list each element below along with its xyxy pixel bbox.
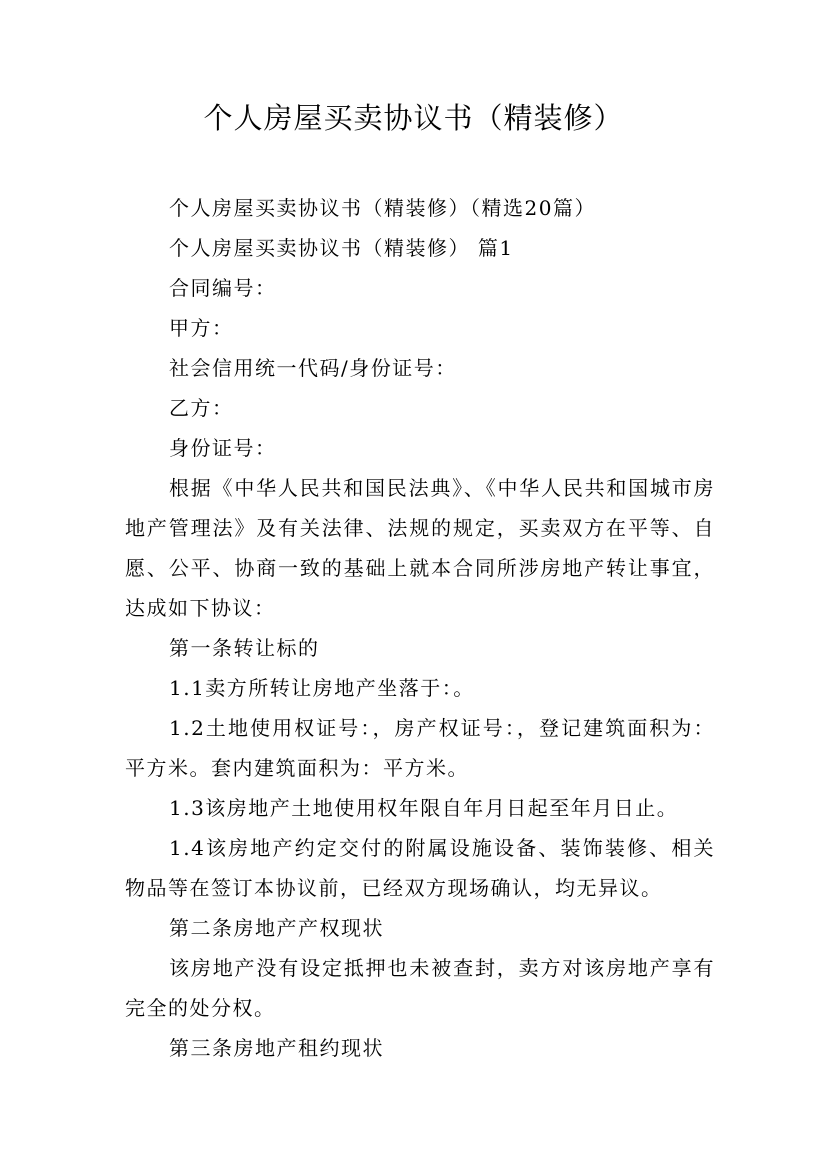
paragraph-contract-number: 合同编号：: [169, 276, 277, 300]
paragraph-article-2-heading: 第二条房地产产权现状: [169, 916, 384, 940]
paragraph-article-1-heading: 第一条转让标的: [169, 636, 320, 660]
paragraph-credit-code: 社会信用统一代码/身份证号：: [169, 356, 457, 380]
paragraph-clause-1-4: 1.4该房地产约定交付的附属设施设备、装饰装修、相关物品等在签订本协议前，已经双方现场确认，均无异议。: [125, 836, 715, 900]
document-body: [125, 188, 715, 1068]
document-title: 个人房屋买卖协议书（精装修）: [203, 101, 624, 135]
paragraph-party-a: 甲方：: [169, 316, 234, 340]
paragraph-article-2-body: 该房地产没有设定抵押也未被查封，卖方对该房地产享有完全的处分权。: [125, 956, 715, 1020]
paragraph-clause-1-1: 1.1卖方所转让房地产坐落于：。: [169, 676, 475, 700]
paragraph-article-3-heading: 第三条房地产租约现状: [169, 1036, 384, 1060]
paragraph-article-number: 个人房屋买卖协议书（精装修） 篇1: [169, 236, 514, 260]
paragraph-clause-1-3: 1.3该房地产土地使用权年限自年月日起至年月日止。: [169, 796, 679, 820]
paragraph-preamble: 根据《中华人民共和国民法典》、《中华人民共和国城市房地产管理法》及有关法律、法规的规定，买卖双方在平等、自愿、公平、协商一致的基础上就本合同所涉房地产转让事宜，达成如下协议：: [125, 476, 715, 620]
paragraph-clause-1-2: 1.2土地使用权证号：，房产权证号：，登记建筑面积为：平方米。套内建筑面积为：平方米。: [125, 716, 715, 780]
paragraph-collection-heading: 个人房屋买卖协议书（精装修）（精选20篇）: [169, 196, 596, 220]
paragraph-party-b: 乙方：: [169, 396, 234, 420]
paragraph-id-number: 身份证号：: [169, 436, 277, 460]
